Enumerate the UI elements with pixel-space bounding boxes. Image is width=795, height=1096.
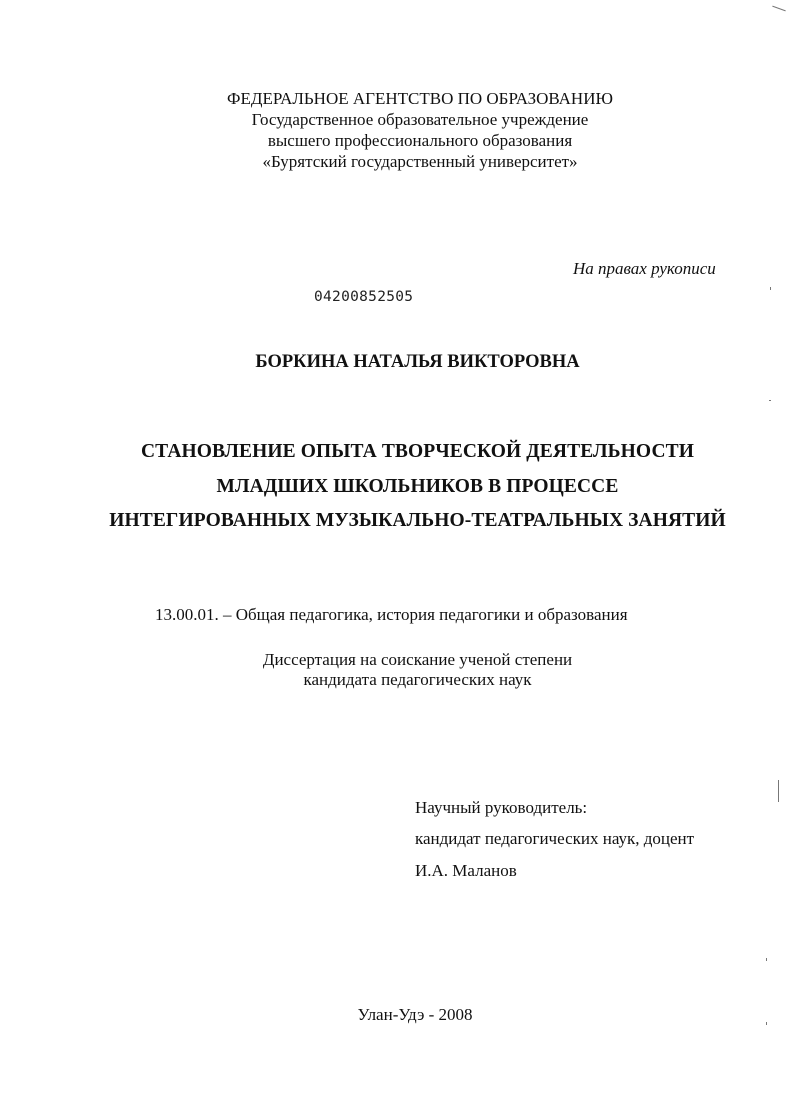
supervisor-label: Научный руководитель: xyxy=(415,798,588,817)
agency-name: ФЕДЕРАЛЬНОЕ АГЕНТСТВО ПО ОБРАЗОВАНИЮ xyxy=(227,89,613,108)
supervisor-credentials: кандидат педагогических наук, доцент xyxy=(415,829,695,848)
scan-mark xyxy=(772,6,785,12)
specialty: 13.00.01. – Общая педагогика, история педагогики и образования xyxy=(155,605,628,624)
degree-line-2: кандидата педагогических наук xyxy=(303,670,532,689)
scan-mark xyxy=(770,287,771,290)
title-line-3: ИНТЕГИРОВАННЫХ МУЗЫКАЛЬНО-ТЕАТРАЛЬНЫХ ЗАНЯТИЙ xyxy=(109,510,726,531)
title-line-2: МЛАДШИХ ШКОЛЬНИКОВ В ПРОЦЕССЕ xyxy=(216,476,619,497)
scan-mark xyxy=(778,780,779,802)
institution-type: Государственное образовательное учреждение xyxy=(251,110,589,129)
author-name: БОРКИНА НАТАЛЬЯ ВИКТОРОВНА xyxy=(255,352,580,372)
registry-number: 04200852505 xyxy=(314,289,414,305)
place-year: Улан-Удэ - 2008 xyxy=(357,1005,473,1024)
title-line-1: СТАНОВЛЕНИЕ ОПЫТА ТВОРЧЕСКОЙ ДЕЯТЕЛЬНОСТИ xyxy=(141,441,694,462)
university-name: «Бурятский государственный университет» xyxy=(262,152,578,171)
degree-line-1: Диссертация на соискание ученой степени xyxy=(262,650,573,669)
manuscript-note: На правах рукописи xyxy=(573,259,716,278)
education-level: высшего профессионального образования xyxy=(267,131,573,150)
supervisor-name: И.А. Маланов xyxy=(415,861,517,880)
scan-mark xyxy=(766,958,767,961)
scan-mark xyxy=(769,400,771,401)
scan-mark xyxy=(766,1022,767,1025)
